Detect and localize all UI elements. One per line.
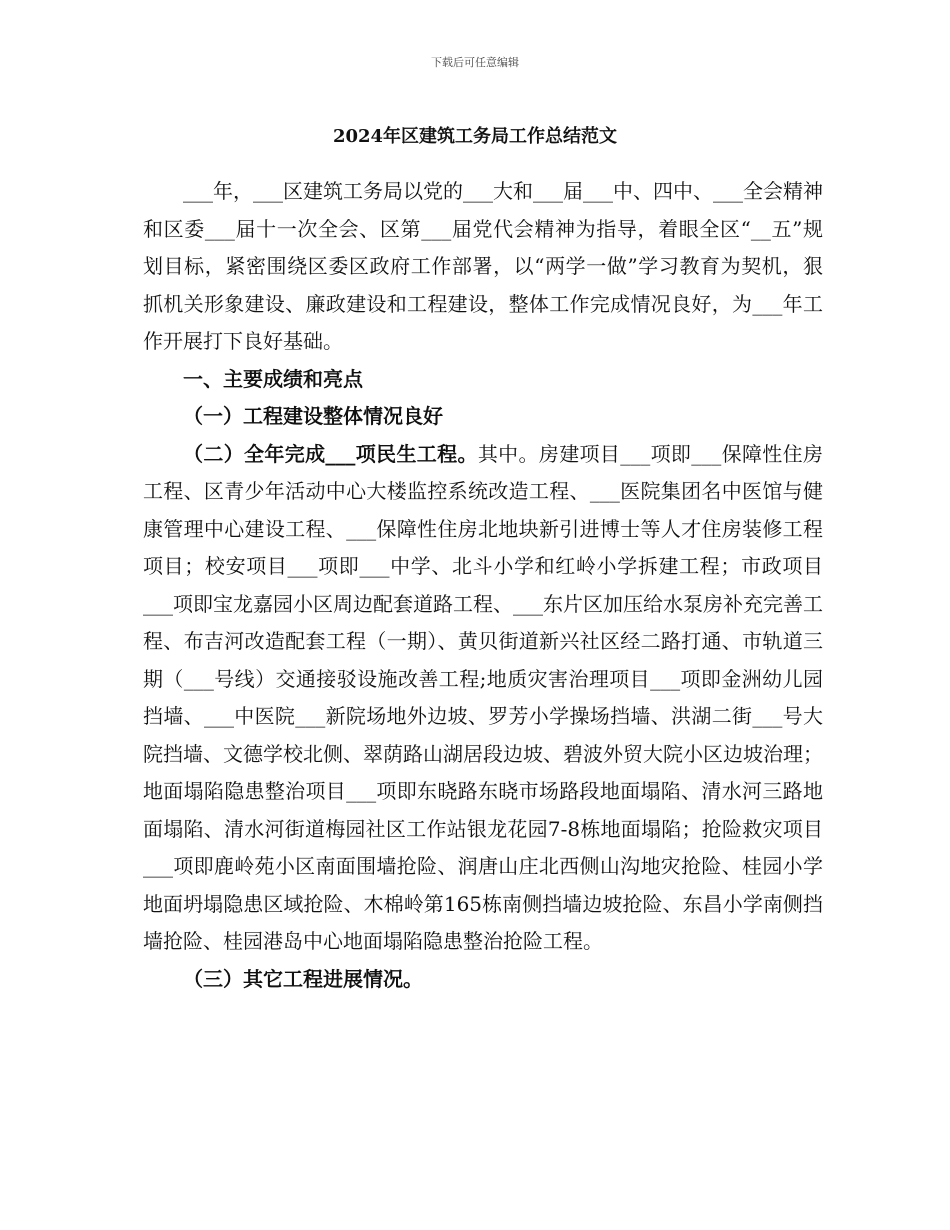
livelihood-projects-paragraph <box>143 436 823 961</box>
section-heading-achievements: 一、主要成绩和亮点 <box>183 366 363 391</box>
subsection-heading-overall: （一）工程建设整体情况良好 <box>183 404 443 428</box>
intro-paragraph: ___年，___区建筑工务局以党的___大和___届___中、四中、___全会精神和区委___届十一次全会、区第___届党代会精神为指导，着眼全区“__五”规划目标，紧密围绕区委区政府工作部署，以“两学一做”学习教育为契机，狠抓机关形象建设、廉政建设和工程建设，整体工作完成情况良好，为___年工作开展打下良好基础。 <box>143 179 823 353</box>
document-body <box>143 173 823 998</box>
page-header-note: 下载后可任意编辑 <box>431 56 519 69</box>
livelihood-projects-lead: （二）全年完成___项民生工程。 <box>183 441 478 466</box>
page-title: 2024年区建筑工务局工作总结范文 <box>332 126 618 147</box>
subsection-heading-other-projects: （三）其它工程进展情况。 <box>183 966 423 991</box>
livelihood-projects-body: 其中。房建项目___项即___保障性住房工程、区青少年活动中心大楼监控系统改造工程、___医院集团名中医馆与健康管理中心建设工程、___保障性住房北地块新引进博士等人才住房装修工程项目；校安项目___项即___中学、北斗小学和红岭小学拆建工程；市政项目___项即宝龙嘉园小区周边配套道路工程、___东片区加压给水泵房补充完善工程、布吉河改造配套工程（一期）、黄贝街道新兴社区经二路打通、市轨道三期（___号线）交通接驳设施改善工程;地质灾害治理项目___项即金洲幼儿园挡墙、___中医院___新院场地外边坡、罗芳小学操场挡墙、洪湖二街___号大院挡墙、文德学校北侧、翠荫路山湖居段边坡、碧波外贸大院小区边坡治理；地面塌陷隐患整治项目___项即东晓路东晓市场路段地面塌陷、清水河三路地面塌陷、清水河街道梅园社区工作站银龙花园7-8栋地面塌陷；抢险救灾项目___项即鹿岭苑小区南面围墙抢险、润唐山庄北西侧山沟地灾抢险、桂园小学地面坍塌隐患区域抢险、木棉岭第165栋南侧挡墙边坡抢险、东昌小学南侧挡墙抢险、桂园港岛中心地面塌陷隐患整治抢险工程。 <box>143 441 824 953</box>
